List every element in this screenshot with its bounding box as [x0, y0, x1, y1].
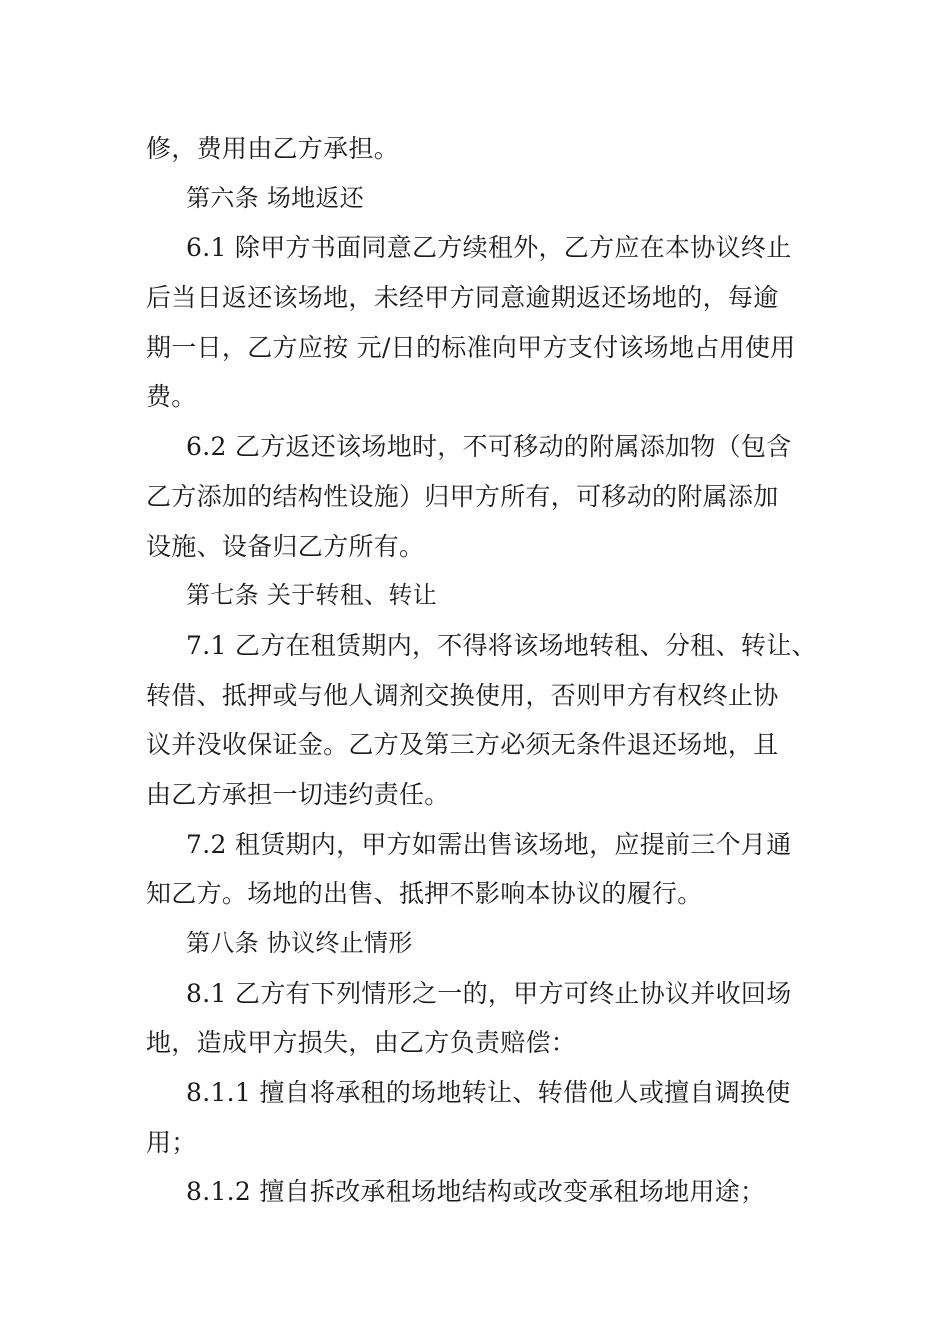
clause-7-1: 7.1 乙方在租赁期内，不得将该场地转租、分租、转让、 [186, 630, 817, 660]
clause-8-1-2: 8.1.2 擅自拆改承租场地结构或改变承租场地用途； [186, 1177, 766, 1207]
text-line: 修，费用由乙方承担。 [146, 134, 400, 163]
text-line: 乙方添加的结构性设施）归甲方所有，可移动的附属添加 [146, 481, 779, 511]
clause-8-1-1: 8.1.1 擅自将承租的场地转让、转借他人或擅自调换使 [186, 1078, 791, 1108]
clause-7-2: 7.2 租赁期内，甲方如需出售该场地，应提前三个月通 [186, 829, 792, 859]
text-line: 费。 [146, 382, 197, 412]
text-line: 用； [146, 1127, 197, 1157]
text-line: 由乙方承担一切违约责任。 [146, 779, 450, 809]
text-line: 地，造成甲方损失，由乙方负责赔偿： [146, 1028, 577, 1058]
text-line: 转借、抵押或与他人调剂交换使用，否则甲方有权终止协 [146, 680, 779, 710]
clause-8-1: 8.1 乙方有下列情形之一的，甲方可终止协议并收回场 [186, 978, 792, 1008]
section-heading-6: 第六条 场地返还 [186, 183, 365, 212]
text-line: 设施、设备归乙方所有。 [146, 531, 425, 561]
text-line: 议并没收保证金。乙方及第三方必须无条件退还场地，且 [146, 730, 779, 760]
section-heading-8: 第八条 协议终止情形 [186, 929, 413, 957]
section-heading-7: 第七条 关于转租、转让 [186, 581, 437, 610]
clause-6-1: 6.1 除甲方书面同意乙方续租外，乙方应在本协议终止 [186, 233, 792, 263]
clause-6-2: 6.2 乙方返还该场地时，不可移动的附属添加物（包含 [186, 432, 792, 462]
text-line: 后当日返还该场地，未经甲方同意逾期返还场地的，每逾 [146, 283, 779, 313]
text-line: 期一日，乙方应按 元/日的标准向甲方支付该场地占用使用 [146, 332, 796, 362]
text-line: 知乙方。场地的出售、抵押不影响本协议的履行。 [146, 879, 703, 909]
